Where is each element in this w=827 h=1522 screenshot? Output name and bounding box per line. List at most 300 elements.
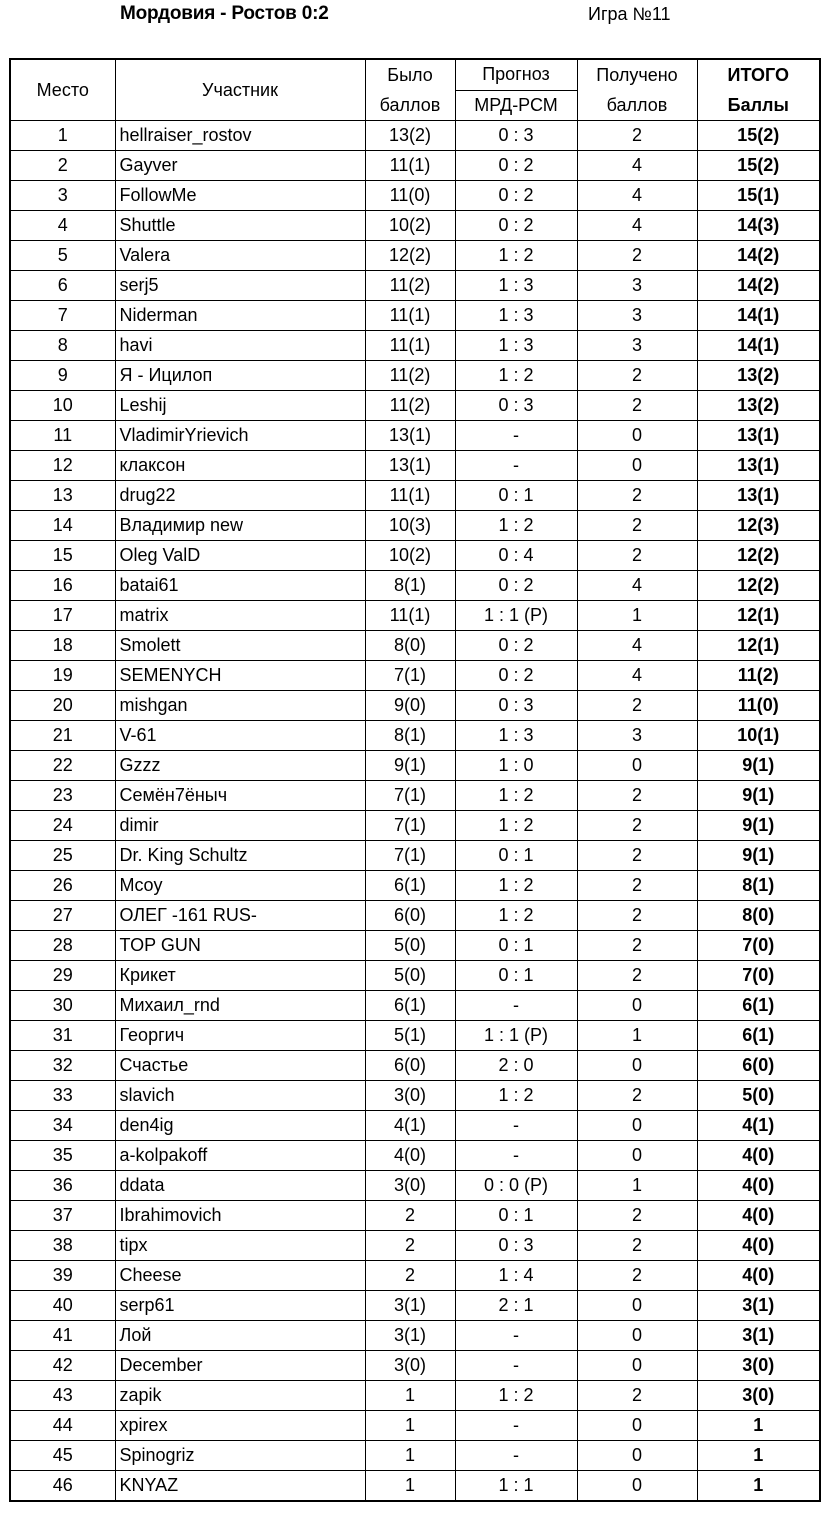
game-number: Игра №11 — [588, 4, 671, 24]
was-points-cell: 1 — [365, 1381, 455, 1411]
forecast-cell: 1 : 1 (Р) — [455, 601, 577, 631]
place-cell: 39 — [10, 1261, 115, 1291]
table-row — [10, 241, 820, 271]
place-cell: 28 — [10, 931, 115, 961]
table-row — [10, 1051, 820, 1081]
got-points-cell: 4 — [577, 211, 697, 241]
got-points-cell: 2 — [577, 121, 697, 151]
col-forecast-header-2: МРД-РСМ — [455, 90, 577, 121]
total-points-cell: 6(0) — [697, 1051, 820, 1081]
got-points-cell: 4 — [577, 151, 697, 181]
got-points-cell: 1 — [577, 601, 697, 631]
col-got-header-2: баллов — [577, 90, 697, 121]
was-points-cell: 11(2) — [365, 271, 455, 301]
header-row-1 — [10, 59, 820, 90]
table-row — [10, 1201, 820, 1231]
forecast-cell: 1 : 2 — [455, 361, 577, 391]
total-points-cell: 12(2) — [697, 571, 820, 601]
table-row — [10, 541, 820, 571]
forecast-cell: - — [455, 1351, 577, 1381]
standings-table — [9, 58, 821, 1502]
table-row — [10, 1111, 820, 1141]
was-points-cell: 3(0) — [365, 1351, 455, 1381]
total-points-cell: 13(2) — [697, 391, 820, 421]
was-points-cell: 1 — [365, 1471, 455, 1502]
place-cell: 41 — [10, 1321, 115, 1351]
was-points-cell: 11(1) — [365, 601, 455, 631]
place-cell: 9 — [10, 361, 115, 391]
participant-cell: Крикет — [115, 961, 365, 991]
forecast-cell: 0 : 2 — [455, 661, 577, 691]
participant-cell: Я - Ицилоп — [115, 361, 365, 391]
place-cell: 29 — [10, 961, 115, 991]
place-cell: 20 — [10, 691, 115, 721]
table-row — [10, 691, 820, 721]
got-points-cell: 3 — [577, 331, 697, 361]
forecast-cell: 1 : 3 — [455, 271, 577, 301]
total-points-cell: 3(1) — [697, 1291, 820, 1321]
participant-cell: V-61 — [115, 721, 365, 751]
forecast-cell: 1 : 3 — [455, 721, 577, 751]
place-cell: 19 — [10, 661, 115, 691]
forecast-cell: 2 : 0 — [455, 1051, 577, 1081]
table-row — [10, 991, 820, 1021]
was-points-cell: 6(1) — [365, 991, 455, 1021]
total-points-cell: 4(0) — [697, 1201, 820, 1231]
got-points-cell: 2 — [577, 811, 697, 841]
total-points-cell: 12(1) — [697, 601, 820, 631]
forecast-cell: 1 : 2 — [455, 1081, 577, 1111]
forecast-cell: - — [455, 991, 577, 1021]
participant-cell: matrix — [115, 601, 365, 631]
forecast-cell: - — [455, 1321, 577, 1351]
was-points-cell: 11(1) — [365, 151, 455, 181]
col-got-header-1: Получено — [577, 59, 697, 90]
place-cell: 15 — [10, 541, 115, 571]
forecast-cell: 1 : 2 — [455, 811, 577, 841]
total-points-cell: 12(3) — [697, 511, 820, 541]
participant-cell: serj5 — [115, 271, 365, 301]
got-points-cell: 0 — [577, 1441, 697, 1471]
place-cell: 30 — [10, 991, 115, 1021]
got-points-cell: 2 — [577, 511, 697, 541]
place-cell: 33 — [10, 1081, 115, 1111]
total-points-cell: 9(1) — [697, 841, 820, 871]
participant-cell: Oleg ValD — [115, 541, 365, 571]
table-row — [10, 841, 820, 871]
forecast-cell: 1 : 2 — [455, 511, 577, 541]
participant-cell: xpirex — [115, 1411, 365, 1441]
forecast-cell: 0 : 2 — [455, 571, 577, 601]
total-points-cell: 9(1) — [697, 781, 820, 811]
place-cell: 23 — [10, 781, 115, 811]
got-points-cell: 3 — [577, 271, 697, 301]
was-points-cell: 3(1) — [365, 1291, 455, 1321]
was-points-cell: 5(1) — [365, 1021, 455, 1051]
got-points-cell: 0 — [577, 1471, 697, 1502]
col-was-header-2: баллов — [365, 90, 455, 121]
participant-cell: dimir — [115, 811, 365, 841]
total-points-cell: 15(1) — [697, 181, 820, 211]
got-points-cell: 2 — [577, 1081, 697, 1111]
participant-cell: zapik — [115, 1381, 365, 1411]
table-row — [10, 331, 820, 361]
place-cell: 14 — [10, 511, 115, 541]
got-points-cell: 2 — [577, 961, 697, 991]
table-row — [10, 931, 820, 961]
table-row — [10, 421, 820, 451]
was-points-cell: 4(0) — [365, 1141, 455, 1171]
forecast-cell: 1 : 2 — [455, 1381, 577, 1411]
got-points-cell: 0 — [577, 991, 697, 1021]
was-points-cell: 7(1) — [365, 781, 455, 811]
forecast-cell: 1 : 2 — [455, 871, 577, 901]
place-cell: 4 — [10, 211, 115, 241]
was-points-cell: 11(1) — [365, 301, 455, 331]
page-header — [0, 0, 827, 40]
place-cell: 12 — [10, 451, 115, 481]
participant-cell: hellraiser_rostov — [115, 121, 365, 151]
total-points-cell: 3(0) — [697, 1381, 820, 1411]
forecast-cell: 0 : 2 — [455, 181, 577, 211]
table-row — [10, 781, 820, 811]
place-cell: 11 — [10, 421, 115, 451]
was-points-cell: 3(0) — [365, 1171, 455, 1201]
place-cell: 18 — [10, 631, 115, 661]
got-points-cell: 2 — [577, 1201, 697, 1231]
participant-cell: Ibrahimovich — [115, 1201, 365, 1231]
was-points-cell: 10(3) — [365, 511, 455, 541]
got-points-cell: 4 — [577, 661, 697, 691]
participant-cell: Счастье — [115, 1051, 365, 1081]
got-points-cell: 0 — [577, 1411, 697, 1441]
was-points-cell: 1 — [365, 1441, 455, 1471]
total-points-cell: 4(0) — [697, 1231, 820, 1261]
participant-cell: havi — [115, 331, 365, 361]
got-points-cell: 0 — [577, 421, 697, 451]
forecast-cell: 1 : 3 — [455, 331, 577, 361]
forecast-cell: - — [455, 1141, 577, 1171]
participant-cell: Spinogriz — [115, 1441, 365, 1471]
forecast-cell: 1 : 2 — [455, 901, 577, 931]
table-row — [10, 811, 820, 841]
was-points-cell: 10(2) — [365, 211, 455, 241]
was-points-cell: 7(1) — [365, 811, 455, 841]
got-points-cell: 0 — [577, 1141, 697, 1171]
got-points-cell: 2 — [577, 391, 697, 421]
was-points-cell: 9(1) — [365, 751, 455, 781]
total-points-cell: 14(2) — [697, 241, 820, 271]
table-row — [10, 1021, 820, 1051]
was-points-cell: 3(1) — [365, 1321, 455, 1351]
place-cell: 40 — [10, 1291, 115, 1321]
place-cell: 43 — [10, 1381, 115, 1411]
total-points-cell: 14(3) — [697, 211, 820, 241]
place-cell: 46 — [10, 1471, 115, 1502]
total-points-cell: 13(1) — [697, 421, 820, 451]
got-points-cell: 4 — [577, 571, 697, 601]
forecast-cell: 0 : 3 — [455, 391, 577, 421]
got-points-cell: 3 — [577, 301, 697, 331]
was-points-cell: 11(2) — [365, 361, 455, 391]
total-points-cell: 4(0) — [697, 1261, 820, 1291]
table-row — [10, 211, 820, 241]
forecast-cell: 0 : 3 — [455, 1231, 577, 1261]
was-points-cell: 8(1) — [365, 721, 455, 751]
col-total-header-1: ИТОГО — [697, 59, 820, 90]
place-cell: 37 — [10, 1201, 115, 1231]
table-row — [10, 1441, 820, 1471]
table-row — [10, 1171, 820, 1201]
total-points-cell: 1 — [697, 1441, 820, 1471]
forecast-cell: 0 : 3 — [455, 121, 577, 151]
total-points-cell: 9(1) — [697, 811, 820, 841]
total-points-cell: 3(1) — [697, 1321, 820, 1351]
got-points-cell: 4 — [577, 631, 697, 661]
participant-cell: December — [115, 1351, 365, 1381]
table-row — [10, 511, 820, 541]
col-place-header: Место — [10, 59, 115, 121]
participant-cell: Shuttle — [115, 211, 365, 241]
participant-cell: a-kolpakoff — [115, 1141, 365, 1171]
got-points-cell: 2 — [577, 1231, 697, 1261]
place-cell: 16 — [10, 571, 115, 601]
got-points-cell: 2 — [577, 1381, 697, 1411]
col-total-header-2: Баллы — [697, 90, 820, 121]
participant-cell: клаксон — [115, 451, 365, 481]
participant-cell: Valera — [115, 241, 365, 271]
participant-cell: Gzzz — [115, 751, 365, 781]
participant-cell: batai61 — [115, 571, 365, 601]
table-row — [10, 301, 820, 331]
total-points-cell: 11(0) — [697, 691, 820, 721]
forecast-cell: 0 : 0 (Р) — [455, 1171, 577, 1201]
was-points-cell: 9(0) — [365, 691, 455, 721]
forecast-cell: 0 : 2 — [455, 211, 577, 241]
was-points-cell: 6(0) — [365, 1051, 455, 1081]
place-cell: 8 — [10, 331, 115, 361]
table-row — [10, 1291, 820, 1321]
got-points-cell: 0 — [577, 1111, 697, 1141]
place-cell: 45 — [10, 1441, 115, 1471]
participant-cell: Владимир new — [115, 511, 365, 541]
table-row — [10, 1141, 820, 1171]
total-points-cell: 7(0) — [697, 961, 820, 991]
participant-cell: Cheese — [115, 1261, 365, 1291]
got-points-cell: 0 — [577, 751, 697, 781]
participant-cell: Лой — [115, 1321, 365, 1351]
was-points-cell: 11(0) — [365, 181, 455, 211]
was-points-cell: 11(2) — [365, 391, 455, 421]
place-cell: 34 — [10, 1111, 115, 1141]
place-cell: 17 — [10, 601, 115, 631]
total-points-cell: 8(1) — [697, 871, 820, 901]
table-row — [10, 571, 820, 601]
forecast-cell: 0 : 1 — [455, 931, 577, 961]
total-points-cell: 9(1) — [697, 751, 820, 781]
place-cell: 25 — [10, 841, 115, 871]
table-row — [10, 391, 820, 421]
table-row — [10, 451, 820, 481]
place-cell: 26 — [10, 871, 115, 901]
forecast-cell: 1 : 2 — [455, 781, 577, 811]
place-cell: 36 — [10, 1171, 115, 1201]
got-points-cell: 4 — [577, 181, 697, 211]
participant-cell: SEMENYCH — [115, 661, 365, 691]
place-cell: 27 — [10, 901, 115, 931]
place-cell: 22 — [10, 751, 115, 781]
got-points-cell: 2 — [577, 691, 697, 721]
was-points-cell: 13(2) — [365, 121, 455, 151]
forecast-cell: 0 : 2 — [455, 151, 577, 181]
standings-body — [10, 121, 820, 1502]
participant-cell: ОЛЕГ -161 RUS- — [115, 901, 365, 931]
table-row — [10, 481, 820, 511]
participant-cell: KNYAZ — [115, 1471, 365, 1502]
table-row — [10, 181, 820, 211]
match-title: Мордовия - Ростов 0:2 — [120, 3, 329, 24]
was-points-cell: 2 — [365, 1201, 455, 1231]
got-points-cell: 3 — [577, 721, 697, 751]
forecast-cell: 1 : 2 — [455, 241, 577, 271]
table-row — [10, 151, 820, 181]
place-cell: 35 — [10, 1141, 115, 1171]
forecast-cell: 0 : 4 — [455, 541, 577, 571]
table-row — [10, 721, 820, 751]
got-points-cell: 0 — [577, 1291, 697, 1321]
total-points-cell: 6(1) — [697, 1021, 820, 1051]
place-cell: 38 — [10, 1231, 115, 1261]
total-points-cell: 15(2) — [697, 121, 820, 151]
was-points-cell: 6(0) — [365, 901, 455, 931]
got-points-cell: 2 — [577, 931, 697, 961]
participant-cell: ddata — [115, 1171, 365, 1201]
participant-cell: Mcoy — [115, 871, 365, 901]
place-cell: 42 — [10, 1351, 115, 1381]
place-cell: 3 — [10, 181, 115, 211]
forecast-cell: 1 : 0 — [455, 751, 577, 781]
place-cell: 21 — [10, 721, 115, 751]
forecast-cell: 1 : 4 — [455, 1261, 577, 1291]
table-row — [10, 901, 820, 931]
table-row — [10, 961, 820, 991]
participant-cell: tipx — [115, 1231, 365, 1261]
total-points-cell: 13(1) — [697, 451, 820, 481]
place-cell: 5 — [10, 241, 115, 271]
table-row — [10, 1261, 820, 1291]
got-points-cell: 0 — [577, 451, 697, 481]
table-row — [10, 1351, 820, 1381]
forecast-cell: 0 : 1 — [455, 841, 577, 871]
place-cell: 44 — [10, 1411, 115, 1441]
total-points-cell: 14(2) — [697, 271, 820, 301]
got-points-cell: 2 — [577, 781, 697, 811]
table-row — [10, 871, 820, 901]
total-points-cell: 1 — [697, 1411, 820, 1441]
got-points-cell: 2 — [577, 1261, 697, 1291]
got-points-cell: 2 — [577, 871, 697, 901]
total-points-cell: 13(2) — [697, 361, 820, 391]
forecast-cell: - — [455, 1411, 577, 1441]
was-points-cell: 11(1) — [365, 481, 455, 511]
total-points-cell: 12(1) — [697, 631, 820, 661]
place-cell: 2 — [10, 151, 115, 181]
was-points-cell: 11(1) — [365, 331, 455, 361]
table-row — [10, 121, 820, 151]
was-points-cell: 1 — [365, 1411, 455, 1441]
participant-cell: TOP GUN — [115, 931, 365, 961]
total-points-cell: 4(1) — [697, 1111, 820, 1141]
participant-cell: mishgan — [115, 691, 365, 721]
got-points-cell: 2 — [577, 361, 697, 391]
was-points-cell: 2 — [365, 1231, 455, 1261]
col-participant-header: Участник — [115, 59, 365, 121]
participant-cell: Семён7ёныч — [115, 781, 365, 811]
got-points-cell: 2 — [577, 841, 697, 871]
forecast-cell: 1 : 1 (Р) — [455, 1021, 577, 1051]
place-cell: 32 — [10, 1051, 115, 1081]
place-cell: 6 — [10, 271, 115, 301]
table-row — [10, 1321, 820, 1351]
participant-cell: Михаил_rnd — [115, 991, 365, 1021]
forecast-cell: 1 : 1 — [455, 1471, 577, 1502]
table-row — [10, 271, 820, 301]
was-points-cell: 7(1) — [365, 841, 455, 871]
was-points-cell: 2 — [365, 1261, 455, 1291]
was-points-cell: 8(1) — [365, 571, 455, 601]
total-points-cell: 3(0) — [697, 1351, 820, 1381]
table-row — [10, 1381, 820, 1411]
participant-cell: VladimirYrievich — [115, 421, 365, 451]
place-cell: 10 — [10, 391, 115, 421]
total-points-cell: 6(1) — [697, 991, 820, 1021]
participant-cell: drug22 — [115, 481, 365, 511]
table-row — [10, 631, 820, 661]
was-points-cell: 8(0) — [365, 631, 455, 661]
forecast-cell: 0 : 1 — [455, 481, 577, 511]
was-points-cell: 4(1) — [365, 1111, 455, 1141]
total-points-cell: 11(2) — [697, 661, 820, 691]
table-row — [10, 361, 820, 391]
forecast-cell: 0 : 1 — [455, 961, 577, 991]
participant-cell: Dr. King Schultz — [115, 841, 365, 871]
total-points-cell: 4(0) — [697, 1141, 820, 1171]
participant-cell: Георгич — [115, 1021, 365, 1051]
participant-cell: FollowMe — [115, 181, 365, 211]
place-cell: 31 — [10, 1021, 115, 1051]
got-points-cell: 1 — [577, 1021, 697, 1051]
got-points-cell: 0 — [577, 1321, 697, 1351]
forecast-cell: - — [455, 451, 577, 481]
forecast-cell: 1 : 3 — [455, 301, 577, 331]
table-row — [10, 751, 820, 781]
was-points-cell: 7(1) — [365, 661, 455, 691]
got-points-cell: 0 — [577, 1051, 697, 1081]
was-points-cell: 13(1) — [365, 421, 455, 451]
got-points-cell: 0 — [577, 1351, 697, 1381]
total-points-cell: 1 — [697, 1471, 820, 1502]
forecast-cell: - — [455, 1111, 577, 1141]
total-points-cell: 8(0) — [697, 901, 820, 931]
table-row — [10, 1081, 820, 1111]
forecast-cell: 2 : 1 — [455, 1291, 577, 1321]
table-row — [10, 601, 820, 631]
got-points-cell: 2 — [577, 241, 697, 271]
table-row — [10, 1411, 820, 1441]
got-points-cell: 2 — [577, 541, 697, 571]
col-forecast-header-1: Прогноз — [455, 59, 577, 90]
total-points-cell: 4(0) — [697, 1171, 820, 1201]
